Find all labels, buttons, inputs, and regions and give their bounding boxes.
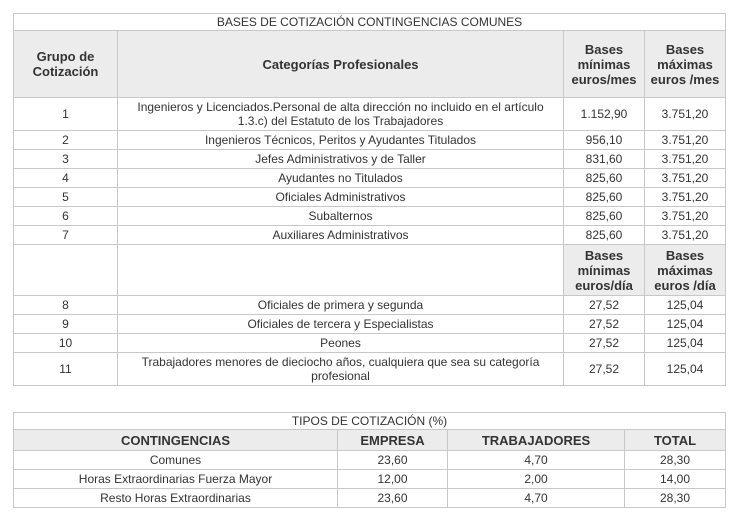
- grupo-cell: 7: [14, 226, 118, 245]
- tipos-cotizacion-table: [13, 412, 726, 508]
- base-max-cell: 3.751,20: [645, 131, 726, 150]
- grupo-cell: 4: [14, 169, 118, 188]
- tipos-title-row: [14, 413, 726, 430]
- header-min-dia: Bases mínimas euros/día: [564, 245, 645, 296]
- base-max-cell: 125,04: [645, 296, 726, 315]
- trabajadores-cell: 4,70: [448, 451, 625, 470]
- base-min-cell: 825,60: [564, 207, 645, 226]
- grupo-cell: 2: [14, 131, 118, 150]
- bases-header-row: [14, 31, 726, 98]
- grupo-cell: 11: [14, 353, 118, 386]
- contingencia-cell: Comunes: [14, 451, 338, 470]
- total-cell: 28,30: [625, 451, 726, 470]
- table-row: [14, 315, 726, 334]
- table-row: [14, 334, 726, 353]
- grupo-cell: 3: [14, 150, 118, 169]
- base-max-cell: 125,04: [645, 353, 726, 386]
- header-min-mes: Bases mínimas euros/mes: [564, 31, 645, 98]
- categoria-cell: Trabajadores menores de dieciocho años, cualquiera que sea su categoría profesional: [118, 353, 564, 386]
- table-row: [14, 131, 726, 150]
- total-cell: 14,00: [625, 470, 726, 489]
- grupo-cell: 1: [14, 98, 118, 131]
- base-min-cell: 825,60: [564, 226, 645, 245]
- categoria-cell: Oficiales de tercera y Especialistas: [118, 315, 564, 334]
- contingencia-cell: Horas Extraordinarias Fuerza Mayor: [14, 470, 338, 489]
- bases-table-title: BASES DE COTIZACIÓN CONTINGENCIAS COMUNES: [14, 14, 726, 31]
- header-total: TOTAL: [625, 430, 726, 451]
- base-max-cell: 3.751,20: [645, 207, 726, 226]
- base-max-cell: 3.751,20: [645, 169, 726, 188]
- categoria-cell: Ayudantes no Titulados: [118, 169, 564, 188]
- header-empresa: EMPRESA: [338, 430, 448, 451]
- categoria-cell: Oficiales Administrativos: [118, 188, 564, 207]
- header-grupo: Grupo de Cotización: [14, 31, 118, 98]
- base-min-cell: 27,52: [564, 315, 645, 334]
- table-row: [14, 169, 726, 188]
- grupo-cell: 9: [14, 315, 118, 334]
- base-min-cell: 27,52: [564, 353, 645, 386]
- table-row: [14, 296, 726, 315]
- categoria-cell: Auxiliares Administrativos: [118, 226, 564, 245]
- table-row: [14, 226, 726, 245]
- base-min-cell: 825,60: [564, 188, 645, 207]
- empresa-cell: 12,00: [338, 470, 448, 489]
- empresa-cell: 23,60: [338, 489, 448, 508]
- table-row: [14, 451, 726, 470]
- categoria-cell: Jefes Administrativos y de Taller: [118, 150, 564, 169]
- base-min-cell: 27,52: [564, 296, 645, 315]
- categoria-cell: Ingenieros y Licenciados.Personal de alta dirección no incluido en el artículo 1.3.c) del Estatuto de los Trabajadores: [118, 98, 564, 131]
- base-min-cell: 956,10: [564, 131, 645, 150]
- daily-header-row: [14, 245, 726, 296]
- grupo-cell: 6: [14, 207, 118, 226]
- categoria-cell: Subalternos: [118, 207, 564, 226]
- table-row: [14, 489, 726, 508]
- categoria-cell: Peones: [118, 334, 564, 353]
- header-categorias: Categorías Profesionales: [118, 31, 564, 98]
- contingencia-cell: Resto Horas Extraordinarias: [14, 489, 338, 508]
- header-max-mes: Bases máximas euros /mes: [645, 31, 726, 98]
- base-min-cell: 27,52: [564, 334, 645, 353]
- bases-cotizacion-table: [13, 13, 726, 386]
- tipos-header-row: [14, 430, 726, 451]
- grupo-cell: 5: [14, 188, 118, 207]
- table-row: [14, 470, 726, 489]
- empresa-cell: 23,60: [338, 451, 448, 470]
- table-row: [14, 188, 726, 207]
- empty-cell: [118, 245, 564, 296]
- base-max-cell: 3.751,20: [645, 98, 726, 131]
- categoria-cell: Ingenieros Técnicos, Peritos y Ayudantes Titulados: [118, 131, 564, 150]
- bases-title-row: [14, 14, 726, 31]
- header-contingencias: CONTINGENCIAS: [14, 430, 338, 451]
- base-max-cell: 125,04: [645, 315, 726, 334]
- base-max-cell: 3.751,20: [645, 226, 726, 245]
- grupo-cell: 10: [14, 334, 118, 353]
- base-min-cell: 831,60: [564, 150, 645, 169]
- base-min-cell: 825,60: [564, 169, 645, 188]
- table-row: [14, 207, 726, 226]
- trabajadores-cell: 2,00: [448, 470, 625, 489]
- total-cell: 28,30: [625, 489, 726, 508]
- table-row: [14, 98, 726, 131]
- grupo-cell: 8: [14, 296, 118, 315]
- table-row: [14, 150, 726, 169]
- base-max-cell: 3.751,20: [645, 188, 726, 207]
- base-max-cell: 125,04: [645, 334, 726, 353]
- base-max-cell: 3.751,20: [645, 150, 726, 169]
- empty-cell: [14, 245, 118, 296]
- categoria-cell: Oficiales de primera y segunda: [118, 296, 564, 315]
- table-row: [14, 353, 726, 386]
- base-min-cell: 1.152,90: [564, 98, 645, 131]
- tipos-table-title: TIPOS DE COTIZACIÓN (%): [14, 413, 726, 430]
- trabajadores-cell: 4,70: [448, 489, 625, 508]
- header-trabajadores: TRABAJADORES: [448, 430, 625, 451]
- header-max-dia: Bases máximas euros /día: [645, 245, 726, 296]
